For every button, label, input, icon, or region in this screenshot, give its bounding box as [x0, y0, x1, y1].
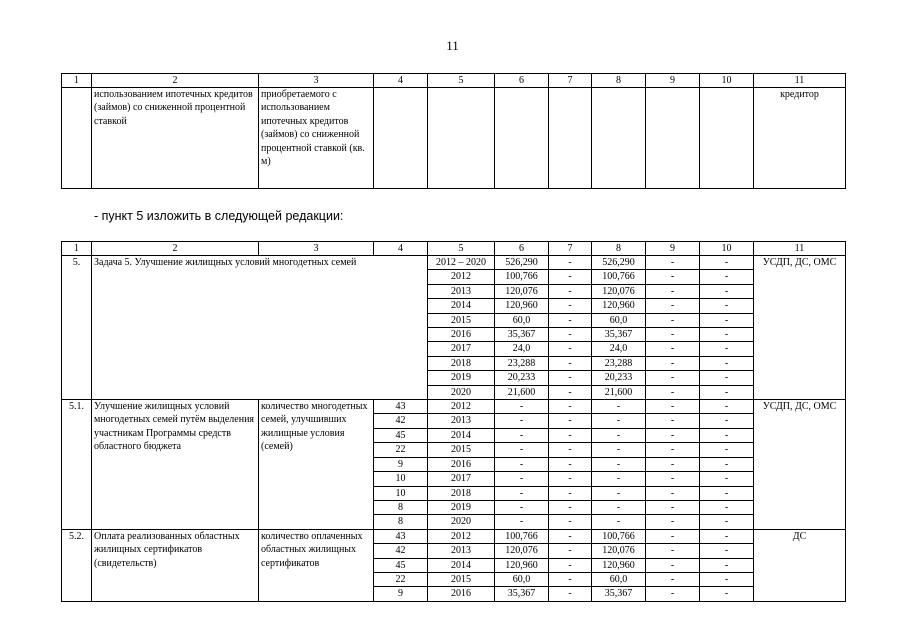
item-number: 5.2.: [62, 529, 92, 601]
value-cell: -: [495, 428, 549, 442]
value-cell: 120,960: [495, 558, 549, 572]
value-cell: -: [549, 270, 592, 284]
value-cell: -: [700, 558, 754, 572]
value-cell: -: [700, 371, 754, 385]
value-cell: -: [549, 414, 592, 428]
target-cell: 43: [374, 400, 428, 414]
value-cell: -: [592, 428, 646, 442]
value-cell: 24,0: [592, 342, 646, 356]
target-cell: 45: [374, 428, 428, 442]
column-header: 10: [700, 242, 754, 256]
value-cell: -: [700, 486, 754, 500]
column-header: 7: [549, 242, 592, 256]
value-cell: 100,766: [495, 270, 549, 284]
year-cell: 2015: [428, 572, 495, 586]
column-header: 2: [92, 74, 259, 88]
value-cell: 120,960: [592, 299, 646, 313]
instruction-text: - пункт 5 изложить в следующей редакции:: [94, 209, 344, 223]
value-cell: -: [700, 587, 754, 601]
value-cell: -: [700, 328, 754, 342]
value-cell: -: [646, 414, 700, 428]
responsible-cell: УСДП, ДС, ОМС: [754, 400, 846, 530]
year-cell: 2013: [428, 284, 495, 298]
value-cell: -: [549, 256, 592, 270]
page-number: 11: [446, 38, 459, 53]
value-cell: -: [549, 313, 592, 327]
continuation-table: [61, 73, 846, 189]
item-indicator: количество многодетных семей, улучшивших жилищные условия (семей): [259, 400, 374, 530]
column-header: 5: [428, 74, 495, 88]
column-header: 8: [592, 242, 646, 256]
table-header-row: [62, 242, 846, 256]
value-cell: 120,076: [592, 284, 646, 298]
item-description: Оплата реализованных областных жилищных сертификатов (свидетельств): [92, 529, 259, 601]
year-cell: 2012: [428, 400, 495, 414]
value-cell: -: [549, 371, 592, 385]
value-cell: -: [495, 500, 549, 514]
description-cell: использованием ипотечных кредитов (займов) со сниженной процентной ставкой: [92, 88, 259, 189]
value-cell: -: [700, 529, 754, 543]
value-cell: -: [700, 428, 754, 442]
year-cell: 2014: [428, 428, 495, 442]
value-cell: 35,367: [592, 328, 646, 342]
year-cell: 2013: [428, 414, 495, 428]
value-cell: -: [646, 472, 700, 486]
target-cell: 45: [374, 558, 428, 572]
item-indicator: количество оплаченных областных жилищных сертификатов: [259, 529, 374, 601]
value-cell: -: [700, 544, 754, 558]
value-cell: -: [646, 342, 700, 356]
value-cell: -: [646, 328, 700, 342]
item-description: Улучшение жилищных условий многодетных семей путём выделения участникам Программы средств областного бюджета: [92, 400, 259, 530]
value-cell: 60,0: [495, 313, 549, 327]
value-cell: 35,367: [495, 587, 549, 601]
table-row: [62, 400, 846, 414]
value-cell: -: [549, 544, 592, 558]
value-cell: 526,290: [495, 256, 549, 270]
year-cell: 2013: [428, 544, 495, 558]
value-cell: -: [646, 270, 700, 284]
column-header: 3: [259, 74, 374, 88]
value-cell: -: [592, 400, 646, 414]
column-header: 10: [700, 74, 754, 88]
value-cell: -: [495, 457, 549, 471]
value-cell: -: [592, 414, 646, 428]
value-cell: -: [700, 385, 754, 399]
year-cell: 2017: [428, 472, 495, 486]
year-cell: 2020: [428, 385, 495, 399]
value-cell: 20,233: [495, 371, 549, 385]
value-cell: -: [592, 457, 646, 471]
target-cell: 9: [374, 587, 428, 601]
year-cell: 2014: [428, 558, 495, 572]
year-cell: 2020: [428, 515, 495, 529]
value-cell: -: [549, 515, 592, 529]
value-cell: -: [549, 443, 592, 457]
target-cell: 10: [374, 472, 428, 486]
value-cell: 120,960: [592, 558, 646, 572]
year-cell: 2012: [428, 529, 495, 543]
value-cell: 24,0: [495, 342, 549, 356]
indicator-cell: приобретаемого с использованием ипотечных кредитов (займов) со сниженной процентной ставкой (кв. м): [259, 88, 374, 189]
value-cell: -: [549, 284, 592, 298]
value-cell: -: [646, 428, 700, 442]
value-cell: -: [700, 457, 754, 471]
target-cell: 10: [374, 486, 428, 500]
column-header: 11: [754, 242, 846, 256]
value-cell: 23,288: [495, 356, 549, 370]
column-header: 2: [92, 242, 259, 256]
year-cell: 2018: [428, 486, 495, 500]
year-cell: 2012 – 2020: [428, 256, 495, 270]
value-cell: -: [646, 299, 700, 313]
value-cell: -: [592, 472, 646, 486]
value-cell: -: [592, 500, 646, 514]
year-cell: 2012: [428, 270, 495, 284]
value-cell: -: [495, 515, 549, 529]
value-cell: -: [549, 328, 592, 342]
column-header: 11: [754, 74, 846, 88]
column-header: 7: [549, 74, 592, 88]
column-header: 6: [495, 74, 549, 88]
column-header: 1: [62, 242, 92, 256]
value-cell: 100,766: [592, 529, 646, 543]
value-cell: -: [700, 443, 754, 457]
value-cell: -: [646, 587, 700, 601]
responsible-cell: ДС: [754, 529, 846, 601]
value-cell: 21,600: [495, 385, 549, 399]
value-cell: -: [646, 457, 700, 471]
year-cell: 2018: [428, 356, 495, 370]
target-cell: 43: [374, 529, 428, 543]
value-cell: 35,367: [592, 587, 646, 601]
value-cell: -: [646, 443, 700, 457]
target-cell: 22: [374, 572, 428, 586]
table-row: [62, 529, 846, 543]
value-cell: 100,766: [592, 270, 646, 284]
value-cell: -: [549, 529, 592, 543]
column-header: 4: [374, 242, 428, 256]
value-cell: -: [646, 486, 700, 500]
value-cell: -: [646, 284, 700, 298]
value-cell: -: [646, 544, 700, 558]
value-cell: -: [700, 472, 754, 486]
value-cell: -: [700, 572, 754, 586]
value-cell: -: [646, 515, 700, 529]
value-cell: -: [495, 414, 549, 428]
column-header: 4: [374, 74, 428, 88]
value-cell: -: [700, 270, 754, 284]
year-cell: 2019: [428, 500, 495, 514]
value-cell: 20,233: [592, 371, 646, 385]
value-cell: 60,0: [592, 572, 646, 586]
value-cell: -: [646, 572, 700, 586]
value-cell: -: [549, 587, 592, 601]
value-cell: -: [592, 443, 646, 457]
value-cell: -: [646, 356, 700, 370]
value-cell: -: [646, 371, 700, 385]
value-cell: 120,076: [592, 544, 646, 558]
responsible-cell: УСДП, ДС, ОМС: [754, 256, 846, 400]
value-cell: -: [700, 515, 754, 529]
value-cell: -: [549, 558, 592, 572]
table-header-row: [62, 74, 846, 88]
year-cell: 2014: [428, 299, 495, 313]
value-cell: -: [646, 529, 700, 543]
value-cell: -: [549, 486, 592, 500]
task-title: Задача 5. Улучшение жилищных условий многодетных семей: [92, 256, 428, 400]
item-number: 5.1.: [62, 400, 92, 530]
value-cell: -: [549, 385, 592, 399]
target-cell: 42: [374, 544, 428, 558]
value-cell: -: [700, 414, 754, 428]
year-cell: 2017: [428, 342, 495, 356]
value-cell: 526,290: [592, 256, 646, 270]
value-cell: -: [495, 472, 549, 486]
column-header: 9: [646, 74, 700, 88]
value-cell: -: [700, 313, 754, 327]
column-header: 3: [259, 242, 374, 256]
value-cell: 120,076: [495, 284, 549, 298]
value-cell: 60,0: [495, 572, 549, 586]
value-cell: -: [646, 500, 700, 514]
column-header: 9: [646, 242, 700, 256]
year-cell: 2015: [428, 313, 495, 327]
value-cell: -: [495, 486, 549, 500]
value-cell: -: [495, 443, 549, 457]
responsible-cell: кредитор: [754, 88, 846, 189]
value-cell: -: [549, 500, 592, 514]
value-cell: -: [700, 500, 754, 514]
year-cell: 2019: [428, 371, 495, 385]
value-cell: -: [646, 313, 700, 327]
value-cell: -: [592, 486, 646, 500]
value-cell: -: [549, 299, 592, 313]
column-header: 1: [62, 74, 92, 88]
value-cell: 120,960: [495, 299, 549, 313]
value-cell: -: [549, 342, 592, 356]
target-cell: 8: [374, 500, 428, 514]
year-cell: 2015: [428, 443, 495, 457]
value-cell: 60,0: [592, 313, 646, 327]
target-cell: 9: [374, 457, 428, 471]
year-cell: 2016: [428, 457, 495, 471]
value-cell: -: [646, 256, 700, 270]
value-cell: -: [549, 356, 592, 370]
value-cell: -: [646, 400, 700, 414]
value-cell: -: [700, 284, 754, 298]
value-cell: -: [549, 472, 592, 486]
value-cell: 100,766: [495, 529, 549, 543]
year-cell: 2016: [428, 328, 495, 342]
value-cell: -: [549, 428, 592, 442]
value-cell: -: [700, 356, 754, 370]
table-row: [62, 256, 846, 270]
value-cell: -: [646, 385, 700, 399]
value-cell: -: [700, 256, 754, 270]
column-header: 8: [592, 74, 646, 88]
table-row: [62, 88, 846, 189]
task-number: 5.: [62, 256, 92, 400]
column-header: 5: [428, 242, 495, 256]
value-cell: 120,076: [495, 544, 549, 558]
value-cell: 35,367: [495, 328, 549, 342]
value-cell: -: [592, 515, 646, 529]
column-header: 6: [495, 242, 549, 256]
value-cell: -: [700, 400, 754, 414]
value-cell: 21,600: [592, 385, 646, 399]
value-cell: -: [700, 342, 754, 356]
task5-table: [61, 241, 846, 602]
value-cell: -: [495, 400, 549, 414]
target-cell: 22: [374, 443, 428, 457]
target-cell: 42: [374, 414, 428, 428]
value-cell: -: [700, 299, 754, 313]
target-cell: 8: [374, 515, 428, 529]
year-cell: 2016: [428, 587, 495, 601]
value-cell: -: [549, 572, 592, 586]
value-cell: -: [549, 400, 592, 414]
value-cell: 23,288: [592, 356, 646, 370]
value-cell: -: [549, 457, 592, 471]
value-cell: -: [646, 558, 700, 572]
